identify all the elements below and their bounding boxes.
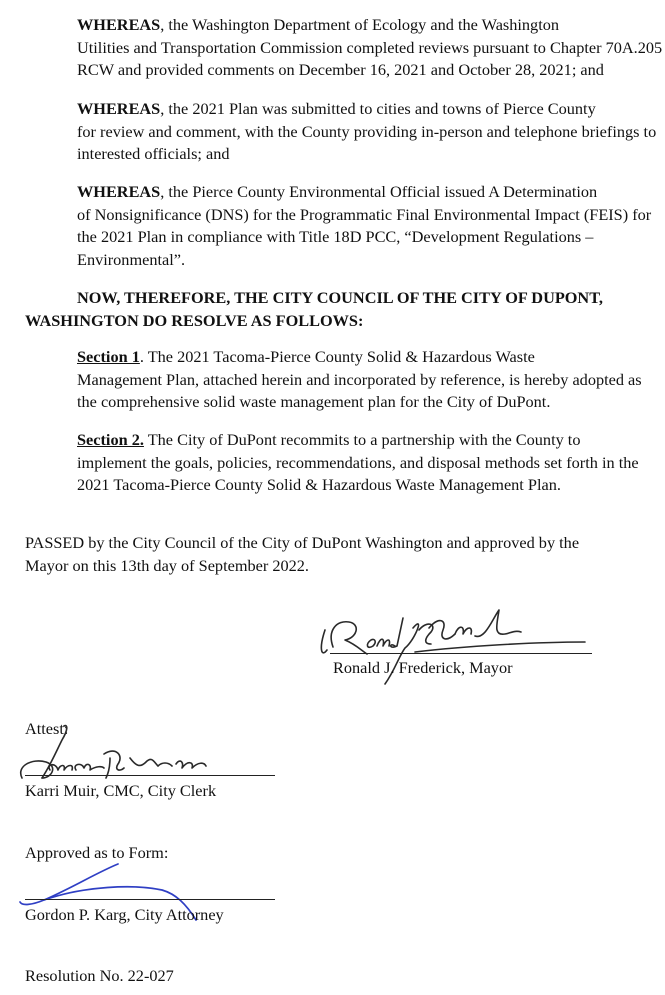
paragraph-text: , the Pierce County Environmental Official issued A Determination (160, 182, 598, 201)
clerk-name: Karri Muir, CMC, City Clerk (25, 781, 217, 800)
passed-paragraph (25, 532, 650, 577)
mayor-signature-line (330, 653, 592, 654)
paragraph-text: Environmental”. (77, 249, 186, 269)
paragraph-text: 2021 Tacoma-Pierce County Solid & Hazardous Waste Management Plan. (77, 475, 561, 494)
whereas-paragraph-1 (25, 14, 663, 82)
whereas-paragraph-3 (25, 181, 650, 271)
clerk-signature-line (25, 775, 275, 776)
paragraph-text: interested officials; and (77, 144, 230, 163)
attest-label: Attest: (25, 719, 69, 738)
paragraph-text: , the 2021 Plan was submitted to cities and towns of Pierce County (160, 99, 596, 118)
paragraph-text: , the Washington Department of Ecology and the Washington (160, 15, 560, 34)
section-2-paragraph (25, 429, 650, 497)
paragraph-text: Management Plan, attached herein and incorporated by reference, is hereby adopted as (77, 369, 642, 389)
mayor-name: Ronald J. Frederick, Mayor (333, 658, 513, 677)
whereas-keyword: WHEREAS (77, 15, 161, 34)
paragraph-text: RCW and provided comments on December 16, 2021 and October 28, 2021; and (77, 60, 604, 79)
paragraph-text: implement the goals, policies, recommendations, and disposal methods set forth in the (77, 452, 639, 472)
paragraph-text: Utilities and Transportation Commission completed reviews pursuant to Chapter 70A.205 (77, 37, 663, 57)
section-2-label: Section 2. (77, 430, 144, 449)
attorney-name: Gordon P. Karg, City Attorney (25, 905, 224, 924)
whereas-keyword: WHEREAS (77, 99, 161, 118)
paragraph-text: the 2021 Plan in compliance with Title 18D PCC, “Development Regulations – (77, 227, 594, 246)
paragraph-text: . The 2021 Tacoma-Pierce County Solid & Hazardous Waste (139, 347, 535, 366)
resolution-number: Resolution No. 22-027 (25, 966, 174, 985)
mayor-signature (315, 600, 600, 695)
paragraph-text: Mayor on this 13th day of September 2022. (25, 555, 309, 575)
whereas-keyword: WHEREAS (77, 182, 161, 201)
section-1-paragraph (25, 346, 650, 414)
resolve-heading (25, 287, 650, 332)
heading-line: WASHINGTON DO RESOLVE AS FOLLOWS: (25, 310, 364, 330)
section-1-label: Section 1 (77, 347, 140, 366)
heading-line: NOW, THEREFORE, THE CITY COUNCIL OF THE CITY OF DUPONT, (77, 288, 603, 307)
whereas-paragraph-2 (25, 98, 657, 166)
paragraph-text: PASSED by the City Council of the City of DuPont Washington and approved by the (25, 533, 580, 552)
approved-label: Approved as to Form: (25, 843, 169, 862)
paragraph-text: The City of DuPont recommits to a partnership with the County to (143, 430, 581, 449)
paragraph-text: the comprehensive solid waste management plan for the City of DuPont. (77, 392, 551, 411)
paragraph-text: of Nonsignificance (DNS) for the Programmatic Final Environmental Impact (FEIS) for (77, 204, 652, 224)
paragraph-text: for review and comment, with the County providing in-person and telephone briefings to (77, 121, 657, 141)
attorney-signature-line (25, 899, 275, 900)
